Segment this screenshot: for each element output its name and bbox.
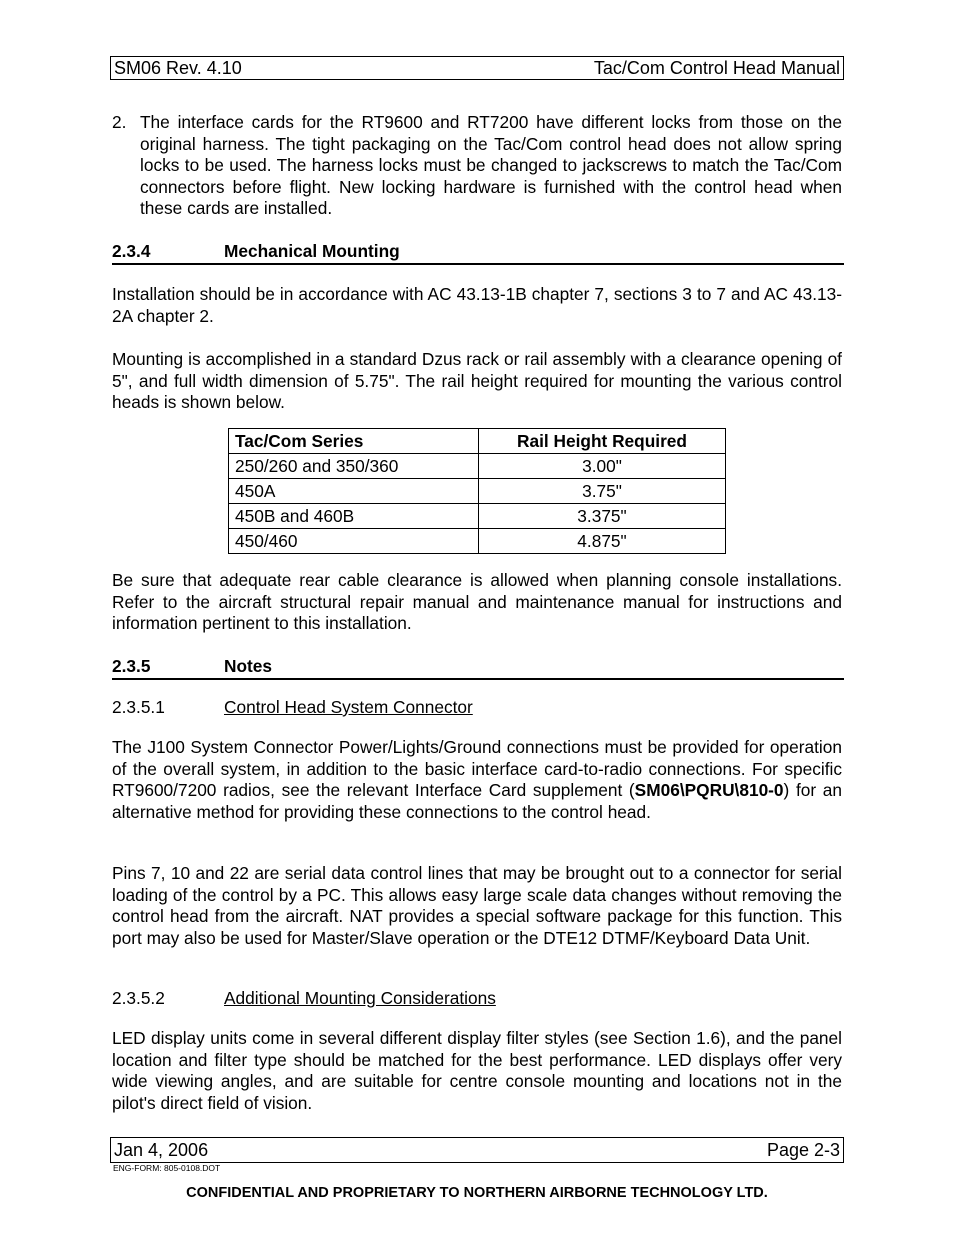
section-heading-2-3-5 <box>112 656 844 680</box>
list-item-text: The interface cards for the RT9600 and RT7200 have different locks from those on the original harness. The tight packaging on the Tac/Com control head does not allow spring locks to be used. The harness locks must be changed to jackscrews to match the Tac/Com connectors before flight. New locking hardware is furnished with the control head when these cards are installed. <box>140 112 842 219</box>
table-cell-height: 3.75" <box>479 479 726 504</box>
table-row <box>229 454 726 479</box>
paragraph-text: The J100 System Connector Power/Lights/Ground connections must be provided for operation of the overall system, in addition to the basic interface card-to-radio connections. For specific RT9600/7200 radios, see the relevant Interface Card supplement ( <box>112 737 842 801</box>
form-id: ENG-FORM: 805-0108.DOT <box>113 1163 221 1173</box>
table-cell-height: 3.375" <box>479 504 726 529</box>
paragraph-led-display: LED display units come in several different display filter styles (see Section 1.6), and the panel location and filter type should be matched for the best performance. LED displays offer very wide viewing angles, and are suitable for centre console mounting and locations not in the pilot's direct field of vision. <box>112 1028 842 1113</box>
section-title: Notes <box>224 656 273 676</box>
section-title: Mechanical Mounting <box>224 241 400 261</box>
section-heading-2-3-4 <box>112 241 844 265</box>
table-cell-series: 250/260 and 350/360 <box>229 454 479 479</box>
table-cell-height: 3.00" <box>479 454 726 479</box>
subsection-number: 2.3.5.1 <box>112 697 165 717</box>
list-item-2 <box>112 112 842 220</box>
table-cell-series: 450A <box>229 479 479 504</box>
header-manual-title: Tac/Com Control Head Manual <box>593 57 840 78</box>
table-row <box>229 504 726 529</box>
table-header-rail-height: Rail Height Required <box>479 429 726 454</box>
table-cell-series: 450B and 460B <box>229 504 479 529</box>
list-item-number: 2. <box>112 112 127 132</box>
header-doc-id: SM06 Rev. 4.10 <box>114 57 242 78</box>
confidentiality-notice: CONFIDENTIAL AND PROPRIETARY TO NORTHERN AIRBORNE TECHNOLOGY LTD. <box>186 1185 768 1201</box>
paragraph-mounting: Mounting is accomplished in a standard Dzus rack or rail assembly with a clearance opening of 5", and full width dimension of 5.75". The rail height required for mounting the various control heads is shown below. <box>112 349 842 413</box>
table-row <box>229 479 726 504</box>
rail-height-table <box>228 428 726 554</box>
subsection-title: Control Head System Connector <box>224 697 473 717</box>
paragraph-clearance: Be sure that adequate rear cable clearance is allowed when planning console installations. Refer to the aircraft structural repair manual and maintenance manual for instructions and information pertinent to this installation. <box>112 570 842 634</box>
paragraph-serial-pins: Pins 7, 10 and 22 are serial data control lines that may be brought out to a connector for serial loading of the control by a PC. This allows easy large scale data changes without removing the control head from the aircraft. NAT provides a special software package for this function. This port may also be used for Master/Slave operation or the DTE12 DTMF/Keyboard Data Unit. <box>112 863 842 948</box>
page-header <box>110 56 844 80</box>
footer-page-number: Page 2-3 <box>766 1139 840 1160</box>
page-footer <box>110 1137 844 1163</box>
table-cell-height: 4.875" <box>479 529 726 554</box>
table-header-series: Tac/Com Series <box>229 429 479 454</box>
table-header-row <box>229 429 726 454</box>
table-cell-series: 450/460 <box>229 529 479 554</box>
section-number: 2.3.4 <box>112 241 151 261</box>
subsection-title: Additional Mounting Considerations <box>224 988 496 1008</box>
paragraph-text: ) for an alternative method for providing these connections to the control head. <box>112 780 842 822</box>
footer-date: Jan 4, 2006 <box>114 1139 209 1160</box>
subsection-number: 2.3.5.2 <box>112 988 165 1008</box>
section-number: 2.3.5 <box>112 656 151 676</box>
paragraph-j100-connector <box>112 737 842 823</box>
paragraph-installation: Installation should be in accordance with AC 43.13-1B chapter 7, sections 3 to 7 and AC 43.13-2A chapter 2. <box>112 284 842 326</box>
table-row <box>229 529 726 554</box>
document-reference: SM06\PQRU\810-0 <box>634 780 784 801</box>
